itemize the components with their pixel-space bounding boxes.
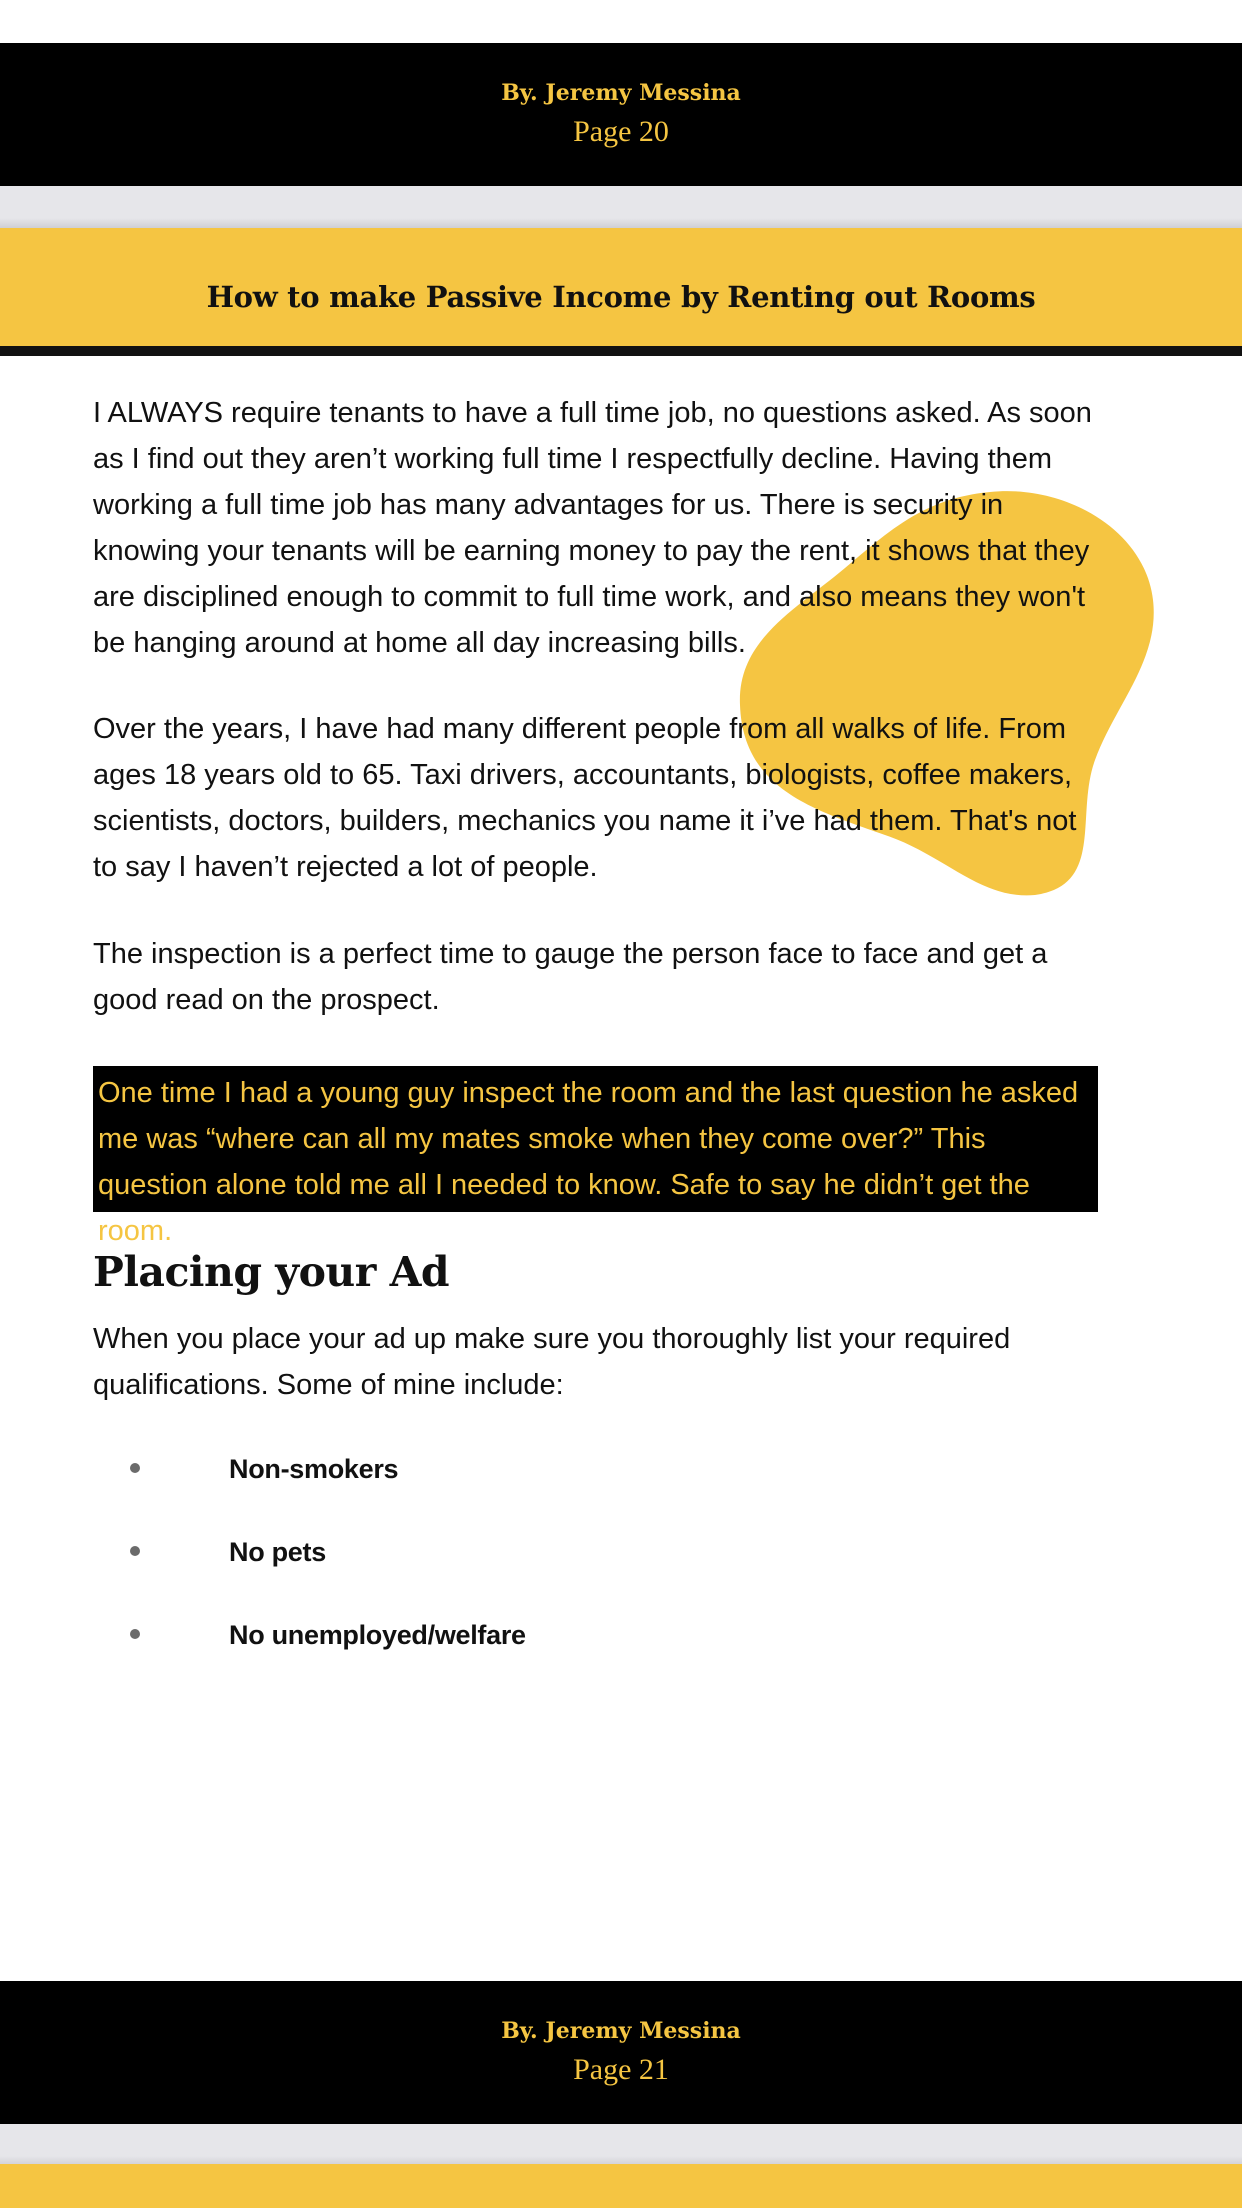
footer-author: By. Jeremy Messina [501,80,741,106]
footer-page-number: Page 20 [573,115,669,148]
list-item [126,1449,826,1489]
page-separator-shadow [0,218,1242,228]
list-item-label: No unemployed/welfare [229,1620,526,1650]
body-paragraph-3: The inspection is a perfect time to gauge the person face to face and get a good read on the prospect. [93,938,1048,1016]
chapter-header [0,228,1242,348]
list-item-label: No pets [229,1537,326,1567]
list-item-label: Non-smokers [229,1454,399,1484]
body-paragraph-2: Over the years, I have had many different people from all walks of life. From ages 18 years old to 65. Taxi drivers, accountants, biologists, coffee makers, scientists, doctors, builders, mechanics you name it i’ve had them. That's not to say I haven’t rejected a lot of people. [93,713,1077,883]
page-footer-top [0,43,1242,186]
list-item [126,1532,826,1572]
footer-author: By. Jeremy Messina [501,2018,741,2044]
bullet-icon [130,1629,140,1639]
body-paragraph-1: I ALWAYS require tenants to have a full time job, no questions asked. As soon as I find out they aren’t working full time I respectfully decline. Having them working a full time job has many advantages for us. There is security in knowing your tenants will be earning money to pay the rent, it shows that they are disciplined enough to commit to full time work, and also means they won't be hanging around at home all day increasing bills. [93,397,1092,659]
callout-box [93,1066,1098,1247]
page-footer-bottom [0,1981,1242,2124]
bullet-icon [130,1546,140,1556]
next-page-header [0,2164,1242,2208]
section-heading: Placing your Ad [93,1248,450,1296]
list-item [126,1615,826,1655]
footer-page-number: Page 21 [573,2053,669,2086]
header-divider [0,346,1242,356]
callout-text: One time I had a young guy inspect the room and the last question he asked me was “where can all my mates smoke when they come over?” This question alone told me all I needed to know. Safe to say he didn’t get the room. [98,1077,1079,1247]
bullet-icon [130,1463,140,1473]
section-intro: When you place your ad up make sure you thoroughly list your required qualifications. Some of mine include: [93,1323,1011,1401]
chapter-title: How to make Passive Income by Renting out Rooms [206,280,1036,314]
